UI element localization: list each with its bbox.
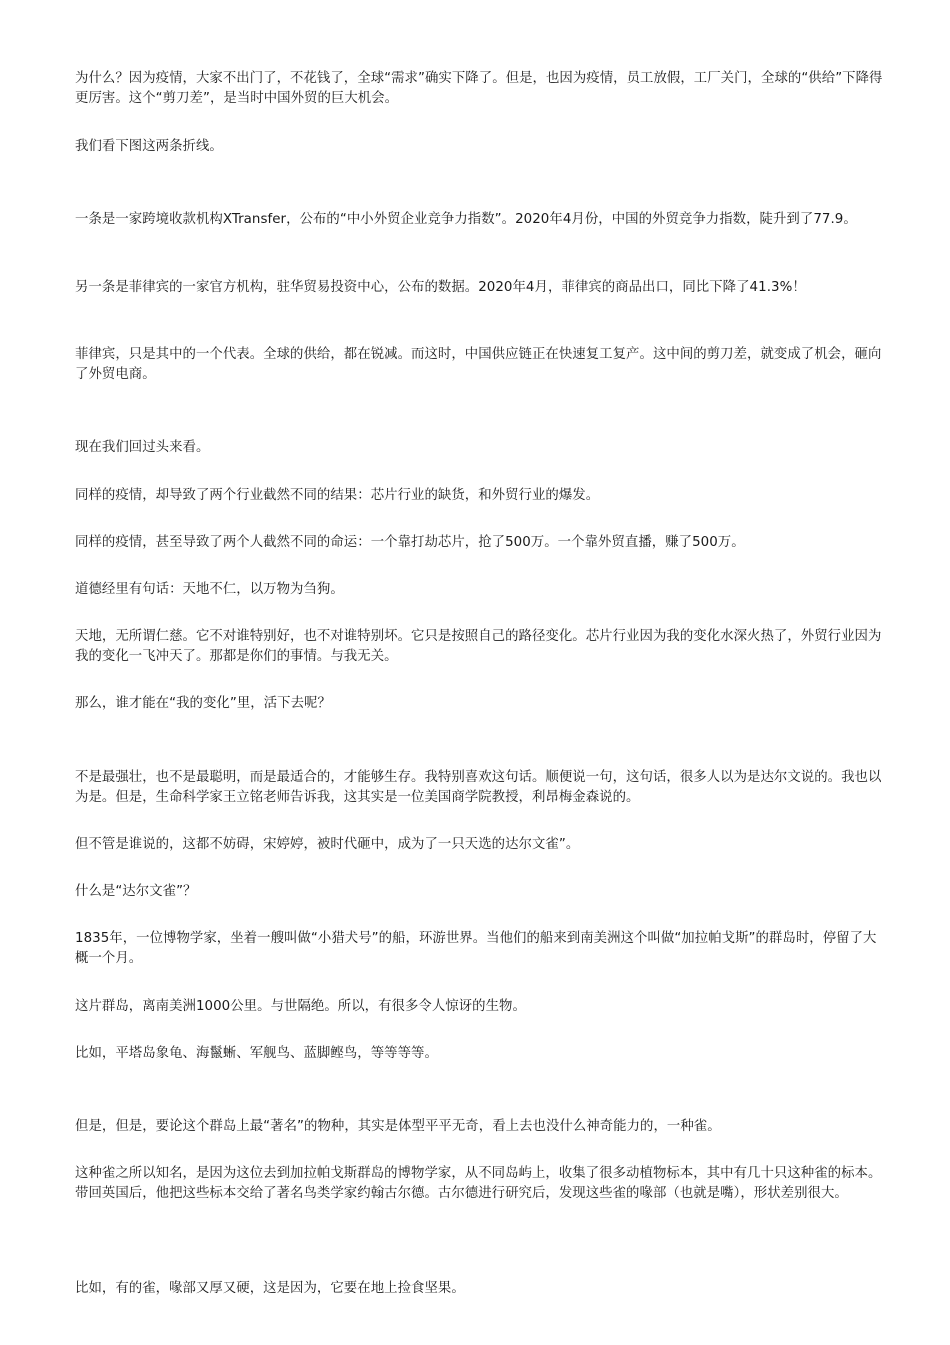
paragraph-beak-example: 比如，有的雀，喙部又厚又硬，这是因为，它要在地上捡食坚果。 (75, 1281, 465, 1296)
paragraph-xtransfer-index: 一条是一家跨境收款机构XTransfer，公布的“中小外贸企业竞争力指数”。2020年4月份，中国的外贸竞争力指数，陡升到了77.9。 (75, 212, 857, 227)
paragraph-who-survives: 那么，谁才能在“我的变化”里，活下去呢？ (75, 696, 331, 711)
paragraph-look-back: 现在我们回过头来看。 (75, 440, 210, 455)
paragraph-philippines-data: 另一条是菲律宾的一家官方机构，驻华贸易投资中心，公布的数据。2020年4月，菲律宾的商品出口，同比下降了41.3%！ (75, 280, 806, 295)
paragraph-heaven-earth: 天地，无所谓仁慈。它不对谁特别好，也不对谁特别坏。它只是按照自己的路径变化。芯片行业因为我的变化水深火热了，外贸行业因为我的变化一飞冲天了。那都是你们的事情。与我无关。 (75, 629, 882, 664)
paragraph-1835-voyage: 1835年，一位博物学家，坐着一艘叫做“小猎犬号”的船，环游世界。当他们的船来到南美洲这个叫做“加拉帕戈斯”的群岛时，停留了大概一个月。 (75, 931, 877, 966)
paragraph-fittest: 不是最强壮，也不是最聪明，而是最适合的，才能够生存。我特别喜欢这句话。顺便说一句，这句话，很多人以为是达尔文说的。我也以为是。但是，生命科学家王立铭老师告诉我，这其实是一位美国商学院教授，利昂梅金森说的。 (75, 770, 882, 805)
paragraph-two-people: 同样的疫情，甚至导致了两个人截然不同的命运：一个靠打劫芯片，抢了500万。一个靠外贸直播，赚了500万。 (75, 535, 745, 550)
paragraph-supply-demand: 为什么？因为疫情，大家不出门了，不花钱了，全球“需求”确实下降了。但是，也因为疫情，员工放假，工厂关门，全球的“供给”下降得更厉害。这个“剪刀差”，是当时中国外贸的巨大机会。 (75, 71, 883, 106)
paragraph-famous-finch: 但是，但是，要论这个群岛上最“著名”的物种，其实是体型平平无奇，看上去也没什么神奇能力的，一种雀。 (75, 1119, 721, 1134)
paragraph-species-list: 比如，平塔岛象龟、海鬣蜥、军舰鸟、蓝脚鲣鸟，等等等等。 (75, 1046, 438, 1061)
paragraph-specimens: 这种雀之所以知名，是因为这位去到加拉帕戈斯群岛的博物学家，从不同岛屿上，收集了很多动植物标本，其中有几十只这种雀的标本。带回英国后，他把这些标本交给了著名鸟类学家约翰古尔德。古尔德进行研究后，发现这些雀的喙部（也就是嘴），形状差别很大。 (75, 1166, 882, 1201)
paragraph-daodejing: 道德经里有句话：天地不仁，以万物为刍狗。 (75, 582, 344, 597)
paragraph-two-industries: 同样的疫情，却导致了两个行业截然不同的结果：芯片行业的缺货，和外贸行业的爆发。 (75, 488, 600, 503)
paragraph-what-is-finch: 什么是“达尔文雀”？ (75, 884, 197, 899)
paragraph-darwin-finch-intro: 但不管是谁说的，这都不妨碍，宋婷婷，被时代砸中，成为了一只天选的达尔文雀”。 (75, 837, 580, 852)
paragraph-two-lines: 我们看下图这两条折线。 (75, 139, 223, 154)
paragraph-islands: 这片群岛，离南美洲1000公里。与世隔绝。所以，有很多令人惊讶的生物。 (75, 999, 526, 1014)
paragraph-global-supply: 菲律宾，只是其中的一个代表。全球的供给，都在锐减。而这时，中国供应链正在快速复工复产。这中间的剪刀差，就变成了机会，砸向了外贸电商。 (75, 347, 882, 382)
